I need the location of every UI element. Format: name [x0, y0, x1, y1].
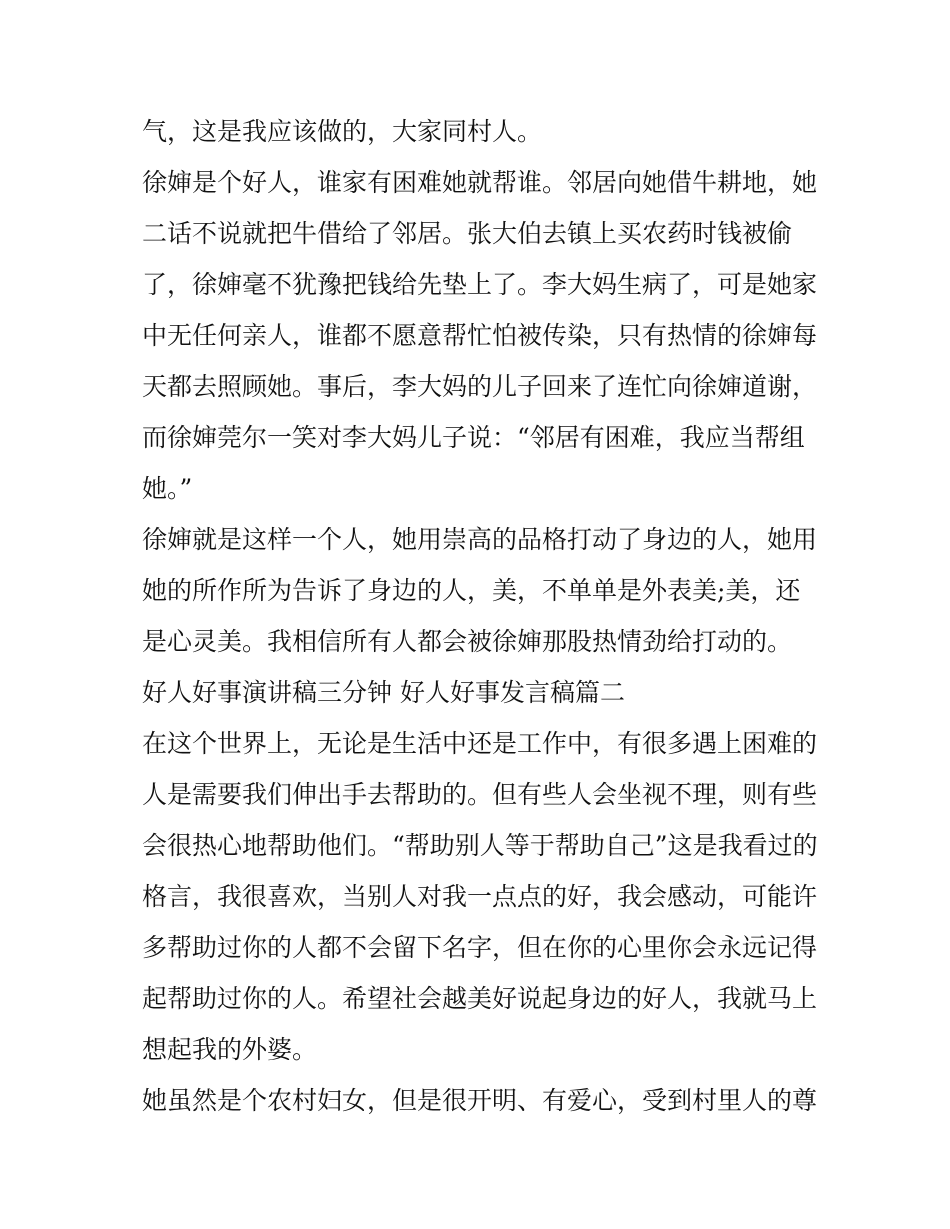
text-line: 二话不说就把牛借给了邻居。张大伯去镇上买农药时钱被偷 — [142, 219, 793, 248]
text-line: 而徐婶莞尔一笑对李大妈儿子说：“邻居有困难，我应当帮组 — [142, 423, 805, 452]
text-line: 人是需要我们伸出手去帮助的。但有些人会坐视不理，则有些 — [142, 780, 818, 809]
text-line: 她的所作所为告诉了身边的人，美，不单单是外表美;美，还 — [142, 576, 801, 605]
section-heading: 好人好事演讲稿三分钟 好人好事发言稿篇二 — [142, 678, 625, 707]
text-line: 想起我的外婆。 — [142, 1035, 318, 1064]
text-line: 会很热心地帮助他们。“帮助别人等于帮助自己”这是我看过的 — [142, 831, 818, 860]
text-line: 多帮助过你的人都不会留下名字，但在你的心里你会永远记得 — [142, 933, 818, 962]
text-line: 了，徐婶毫不犹豫把钱给先垫上了。李大妈生病了，可是她家 — [142, 270, 818, 299]
text-line: 天都去照顾她。事后，李大妈的儿子回来了连忙向徐婶道谢， — [142, 372, 818, 401]
text-line: 中无任何亲人，谁都不愿意帮忙怕被传染，只有热情的徐婶每 — [142, 321, 818, 350]
text-line: 她虽然是个农村妇女，但是很开明、有爱心，受到村里人的尊 — [142, 1086, 818, 1115]
text-line: 在这个世界上，无论是生活中还是工作中，有很多遇上困难的 — [142, 729, 818, 758]
text-line: 起帮助过你的人。希望社会越美好说起身边的好人，我就马上 — [142, 984, 818, 1013]
text-line: 她。” — [142, 474, 193, 503]
text-line: 是心灵美。我相信所有人都会被徐婶那股热情劲给打动的。 — [142, 627, 793, 656]
document-body — [142, 106, 822, 1126]
text-line: 气，这是我应该做的，大家同村人。 — [142, 117, 543, 146]
text-line: 格言，我很喜欢，当别人对我一点点的好，我会感动，可能许 — [142, 882, 818, 911]
text-line: 徐婶就是这样一个人，她用崇高的品格打动了身边的人，她用 — [142, 525, 818, 554]
text-line: 徐婶是个好人，谁家有困难她就帮谁。邻居向她借牛耕地，她 — [142, 168, 818, 197]
